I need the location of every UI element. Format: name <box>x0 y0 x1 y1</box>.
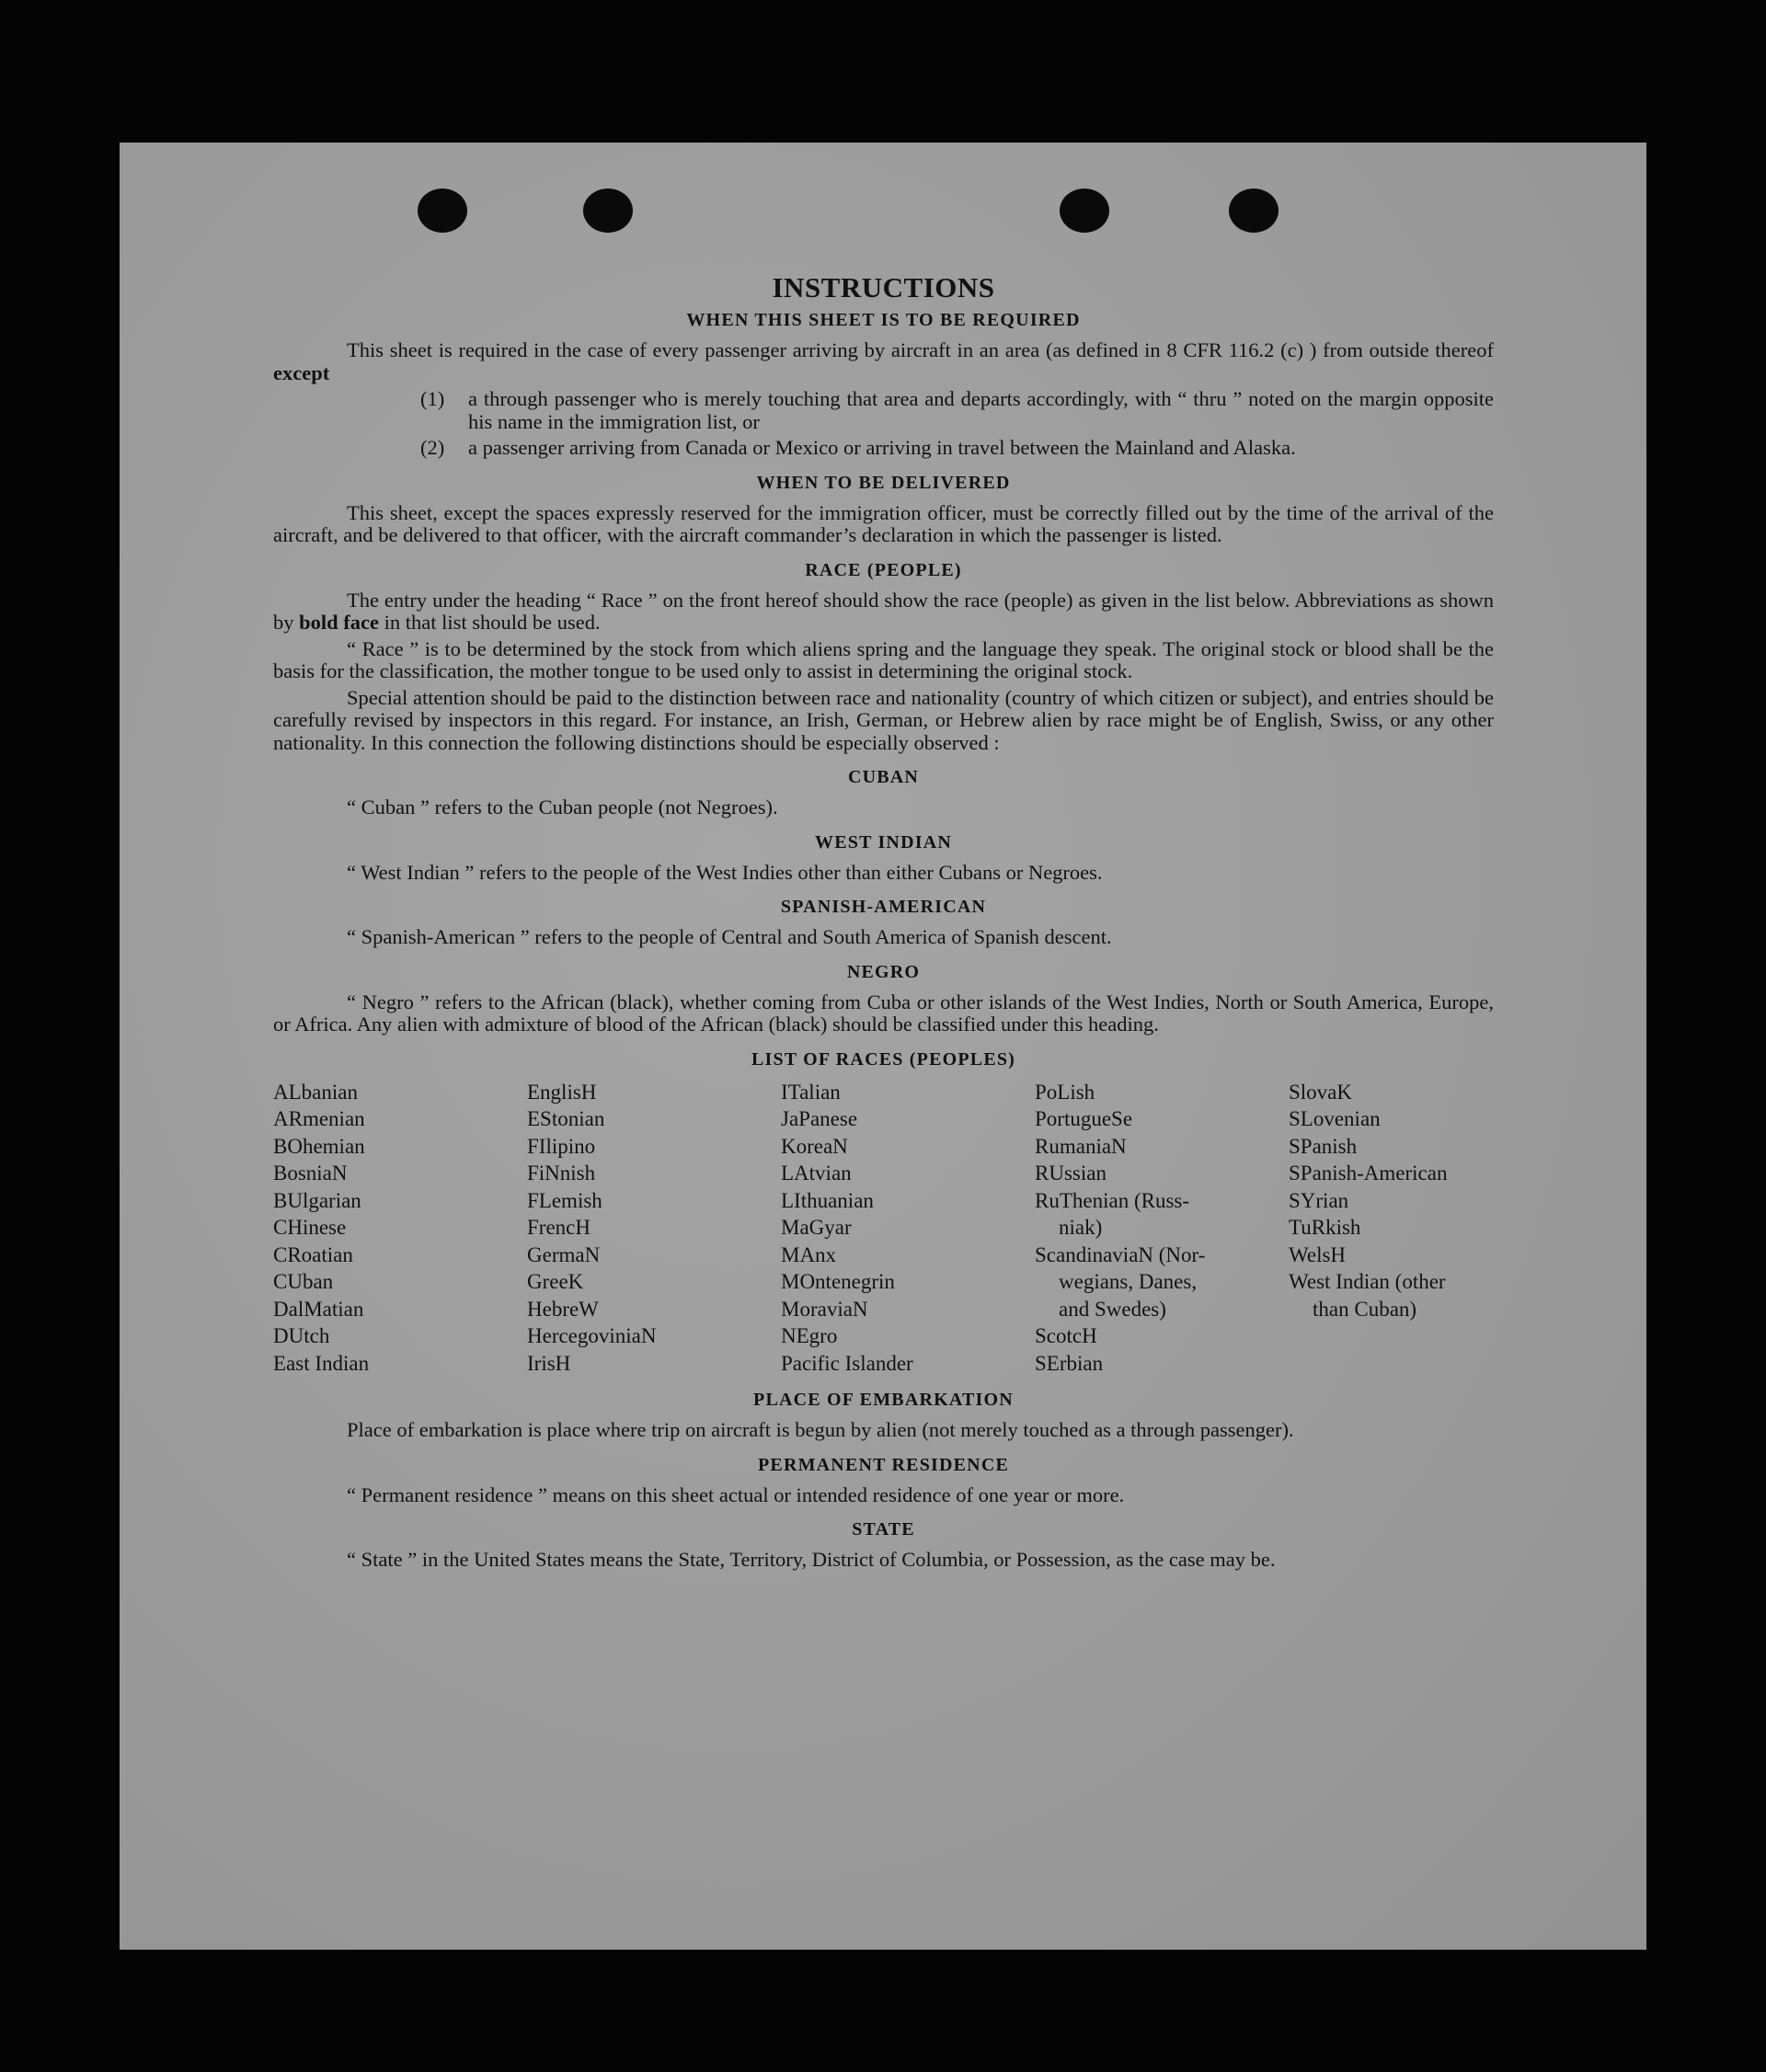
document-body <box>273 271 1494 1575</box>
race-entry: MaGyar <box>781 1216 852 1239</box>
race-entry: ITalian <box>781 1080 841 1104</box>
race-entry: FIlipino <box>527 1134 596 1158</box>
race-bold-face: bold face <box>299 611 379 634</box>
section-heading-spanish-american: SPANISH-AMERICAN <box>780 897 987 917</box>
race-entry: SPanish <box>1289 1134 1358 1158</box>
instruction-sheet <box>120 143 1646 1950</box>
race-entry: WelsH <box>1289 1242 1347 1266</box>
race-entry: SLovenian <box>1289 1107 1381 1130</box>
cuban-text: “ Cuban ” refers to the Cuban people (not Negroes). <box>347 796 778 818</box>
race-entry: SErbian <box>1035 1351 1104 1375</box>
race-entry: Pacific Islander <box>781 1351 913 1375</box>
race-entry: NEgro <box>781 1324 838 1347</box>
section-heading-negro: NEGRO <box>846 961 921 982</box>
race-entry: SYrian <box>1289 1188 1349 1212</box>
race-entry: MOntenegrin <box>781 1270 895 1293</box>
punch-hole <box>1060 189 1109 233</box>
race-entry: EnglisH <box>527 1080 597 1104</box>
race-paragraph-2: “ Race ” is to be determined by the stock from which aliens spring and the language they speak. The original stock or blood shall be the basis for the classification, the mother tongue to be used only to assist in determining the original stock. <box>273 636 1494 682</box>
race-entry: SlovaK <box>1289 1080 1352 1104</box>
race-entry: RuThenian (Russ- <box>1035 1188 1190 1212</box>
race-column <box>1289 1079 1494 1378</box>
required-intro-bold: except <box>273 361 330 384</box>
race-entry: wegians, Danes, <box>1059 1270 1198 1293</box>
west-indian-text: “ West Indian ” refers to the people of the West Indies other than either Cubans or Negroes. <box>347 860 1103 884</box>
race-entry: FrencH <box>527 1216 591 1239</box>
race-column <box>273 1079 527 1378</box>
race-entry: IrisH <box>527 1351 571 1375</box>
race-paragraph-1: The entry under the heading “ Race ” on the front hereof should show the race (people) as given in the list below. Abbreviations as shown by bold face in that list should be used. <box>273 588 1494 634</box>
race-column <box>527 1079 781 1378</box>
negro-text: “ Negro ” refers to the African (black), whether coming from Cuba or other islands of the West Indies, North or South America, Europe, or Africa. Any alien with admixture of blood of the African (black) should be classified under this heading. <box>273 990 1494 1036</box>
section-heading-west-indian: WEST INDIAN <box>815 831 952 853</box>
spanish-american-text: “ Spanish-American ” refers to the people of Central and South America of Spanish descent. <box>347 925 1112 948</box>
race-entry: than Cuban) <box>1313 1297 1417 1321</box>
race-entry: DUtch <box>273 1324 330 1347</box>
section-heading-residence: PERMANENT RESIDENCE <box>757 1454 1010 1475</box>
race-entry: MoraviaN <box>781 1297 868 1321</box>
section-heading-embarkation: PLACE OF EMBARKATION <box>753 1390 1014 1410</box>
required-intro: This sheet is required in the case of every passenger arriving by aircraft in an area (as defined in 8 CFR 116.2 (c) ) from outside thereof except <box>273 338 1494 384</box>
race-entry: CRoatian <box>273 1242 353 1266</box>
punch-hole <box>418 189 467 233</box>
required-item: (1) a through passenger who is merely touching that area and departs accordingly, with “ thru ” noted on the margin opposite his name in the immigration list, or <box>420 387 1494 433</box>
race-entry: MAnx <box>781 1242 837 1266</box>
race-entry: PoLish <box>1035 1080 1095 1104</box>
race-column <box>781 1079 1035 1378</box>
race-list <box>273 1079 1494 1378</box>
race-entry: TuRkish <box>1289 1216 1361 1239</box>
race-entry: BOhemian <box>273 1134 365 1158</box>
race-entry: HercegoviniaN <box>527 1324 657 1347</box>
section-heading-state: STATE <box>852 1519 915 1540</box>
race-entry: BosniaN <box>273 1162 348 1185</box>
race-entry: EStonian <box>527 1107 605 1130</box>
race-entry: West Indian (other <box>1289 1270 1446 1293</box>
race-entry: ScotcH <box>1035 1324 1097 1347</box>
state-text: “ State ” in the United States means the State, Territory, District of Columbia, or Possession, as the case may be. <box>347 1548 1276 1571</box>
race-entry: HebreW <box>527 1297 599 1321</box>
race-entry: FiNnish <box>527 1162 596 1185</box>
race-entry: CUban <box>273 1270 334 1293</box>
required-item: (2) a passenger arriving from Canada or Mexico or arriving in travel between the Mainland and Alaska. <box>420 436 1296 459</box>
race-entry: RumaniaN <box>1035 1134 1127 1158</box>
section-heading-cuban: CUBAN <box>847 767 920 787</box>
race-entry: ALbanian <box>273 1080 358 1104</box>
section-heading-delivered: WHEN TO BE DELIVERED <box>756 472 1011 493</box>
punch-hole <box>583 189 633 233</box>
section-heading-required: WHEN THIS SHEET IS TO BE REQUIRED <box>686 310 1081 330</box>
race-entry: FLemish <box>527 1188 602 1212</box>
race-paragraph-3: Special attention should be paid to the distinction between race and nationality (country of which citizen or subject), and entries should be carefully revised by inspectors in this regard. For instance, an Irish, German, or Hebrew alien by race might be of English, Swiss, or any other nationality. In this connection the following distinctions should be especially observed : <box>273 685 1494 754</box>
race-entry: LAtvian <box>781 1162 852 1185</box>
race-entry: and Swedes) <box>1059 1297 1166 1321</box>
section-heading-list-of-races: LIST OF RACES (PEOPLES) <box>751 1048 1016 1070</box>
section-heading-race: RACE (PEOPLE) <box>805 559 962 580</box>
embarkation-text: Place of embarkation is place where trip on aircraft is begun by alien (not merely touched as a through passenger). <box>347 1418 1294 1441</box>
race-entry: GermaN <box>527 1242 601 1266</box>
race-entry: ARmenian <box>273 1107 365 1130</box>
race-entry: ScandinaviaN (Nor- <box>1035 1242 1206 1266</box>
race-entry: BUlgarian <box>273 1188 361 1212</box>
race-entry: RUssian <box>1035 1162 1107 1185</box>
residence-text: “ Permanent residence ” means on this sheet actual or intended residence of one year or more. <box>347 1482 1125 1506</box>
race-entry: GreeK <box>527 1270 584 1293</box>
race-entry: SPanish-American <box>1289 1162 1448 1185</box>
race-entry: KoreaN <box>781 1134 848 1158</box>
race-entry: CHinese <box>273 1216 347 1239</box>
race-entry: East Indian <box>273 1351 370 1375</box>
page-title: INSTRUCTIONS <box>772 271 995 303</box>
race-entry: niak) <box>1059 1216 1103 1239</box>
race-column <box>1035 1079 1289 1378</box>
delivered-text: This sheet, except the spaces expressly reserved for the immigration officer, must be correctly filled out by the time of the arrival of the aircraft, and be delivered to that officer, with the aircraft commander’s declaration in which the passenger is listed. <box>273 500 1494 546</box>
race-entry: LIthuanian <box>781 1188 874 1212</box>
punch-hole <box>1229 189 1279 233</box>
race-entry: PortugueSe <box>1035 1107 1133 1130</box>
race-entry: DalMatian <box>273 1297 364 1321</box>
race-entry: JaPanese <box>781 1107 858 1130</box>
